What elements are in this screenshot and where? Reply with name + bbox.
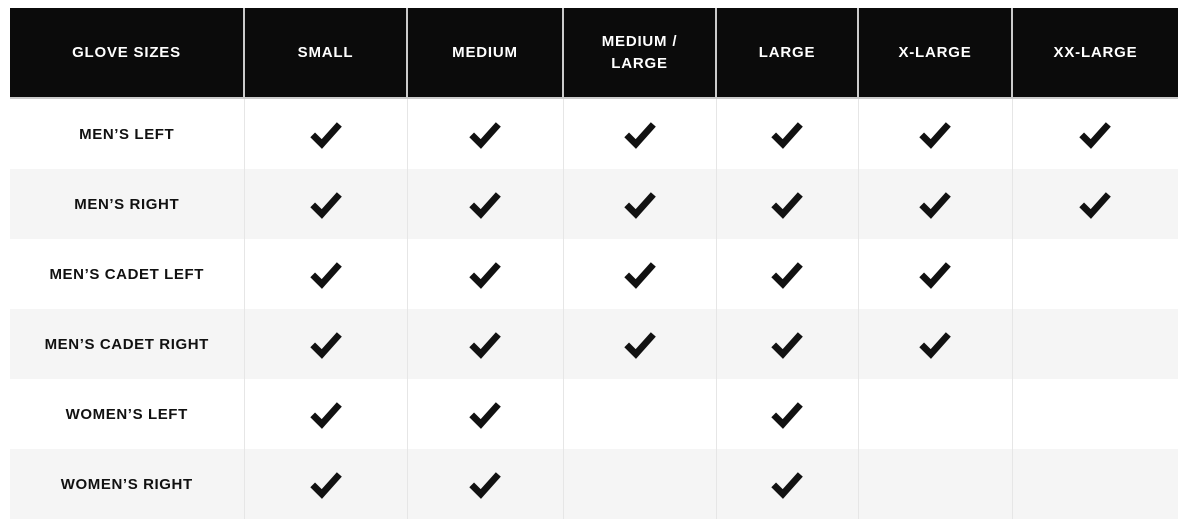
availability-cell-checked (407, 379, 563, 449)
checkmark-icon (767, 114, 807, 154)
availability-cell-checked (716, 379, 858, 449)
header-cell-size: X-LARGE (858, 8, 1012, 98)
header-cell-size: MEDIUM / LARGE (563, 8, 716, 98)
checkmark-icon (465, 254, 505, 294)
checkmark-icon (767, 254, 807, 294)
checkmark-icon (1075, 184, 1115, 224)
availability-cell-empty (1012, 379, 1178, 449)
checkmark-icon (465, 114, 505, 154)
availability-cell-checked (563, 239, 716, 309)
checkmark-icon (306, 254, 346, 294)
availability-cell-checked (563, 169, 716, 239)
availability-cell-checked (244, 379, 407, 449)
row-label: MEN’S CADET LEFT (49, 265, 205, 283)
availability-cell-checked (563, 309, 716, 379)
availability-cell-checked (858, 239, 1012, 309)
table-row (10, 309, 1178, 379)
checkmark-icon (306, 394, 346, 434)
availability-cell-checked (858, 309, 1012, 379)
header-cell-size: XX-LARGE (1012, 8, 1178, 98)
availability-cell-checked (858, 169, 1012, 239)
availability-cell-checked (563, 98, 716, 169)
availability-cell-checked (244, 449, 407, 519)
checkmark-icon (306, 464, 346, 504)
row-label: MEN’S CADET RIGHT (44, 335, 209, 353)
availability-cell-empty (1012, 309, 1178, 379)
row-label: WOMEN’S RIGHT (60, 475, 193, 493)
checkmark-icon (306, 324, 346, 364)
checkmark-icon (620, 184, 660, 224)
checkmark-icon (465, 184, 505, 224)
availability-cell-empty (1012, 449, 1178, 519)
availability-cell-checked (407, 309, 563, 379)
availability-cell-checked (1012, 169, 1178, 239)
checkmark-icon (915, 184, 955, 224)
availability-cell-checked (244, 309, 407, 379)
availability-cell-empty (563, 379, 716, 449)
checkmark-icon (767, 324, 807, 364)
availability-cell-checked (1012, 98, 1178, 169)
table-row (10, 379, 1178, 449)
checkmark-icon (767, 464, 807, 504)
availability-cell-checked (407, 169, 563, 239)
table-row (10, 169, 1178, 239)
checkmark-icon (465, 394, 505, 434)
availability-cell-checked (407, 449, 563, 519)
availability-cell-checked (244, 239, 407, 309)
checkmark-icon (620, 254, 660, 294)
checkmark-icon (620, 324, 660, 364)
row-label: WOMEN’S LEFT (65, 405, 188, 423)
checkmark-icon (915, 254, 955, 294)
row-label: MEN’S LEFT (79, 125, 175, 143)
checkmark-icon (465, 464, 505, 504)
checkmark-icon (915, 324, 955, 364)
row-label: MEN’S RIGHT (74, 195, 180, 213)
table-body (10, 98, 1178, 519)
table-header-row (10, 8, 1178, 98)
checkmark-icon (306, 184, 346, 224)
table-row (10, 239, 1178, 309)
availability-cell-checked (407, 98, 563, 169)
checkmark-icon (465, 324, 505, 364)
availability-cell-checked (716, 169, 858, 239)
availability-cell-checked (244, 98, 407, 169)
checkmark-icon (915, 114, 955, 154)
availability-cell-checked (858, 98, 1012, 169)
availability-cell-empty (858, 449, 1012, 519)
availability-cell-checked (716, 239, 858, 309)
header-cell-size: MEDIUM (407, 8, 563, 98)
availability-cell-checked (407, 239, 563, 309)
glove-sizes-table (10, 8, 1178, 519)
header-cell-size: SMALL (244, 8, 407, 98)
checkmark-icon (620, 114, 660, 154)
checkmark-icon (767, 184, 807, 224)
table-row (10, 449, 1178, 519)
availability-cell-checked (244, 169, 407, 239)
availability-cell-checked (716, 98, 858, 169)
availability-cell-empty (1012, 239, 1178, 309)
checkmark-icon (306, 114, 346, 154)
header-cell-glove-sizes: GLOVE SIZES (10, 8, 244, 98)
table-row (10, 98, 1178, 169)
availability-cell-checked (716, 449, 858, 519)
availability-cell-checked (716, 309, 858, 379)
checkmark-icon (1075, 114, 1115, 154)
header-cell-size: LARGE (716, 8, 858, 98)
availability-cell-empty (858, 379, 1012, 449)
checkmark-icon (767, 394, 807, 434)
availability-cell-empty (563, 449, 716, 519)
